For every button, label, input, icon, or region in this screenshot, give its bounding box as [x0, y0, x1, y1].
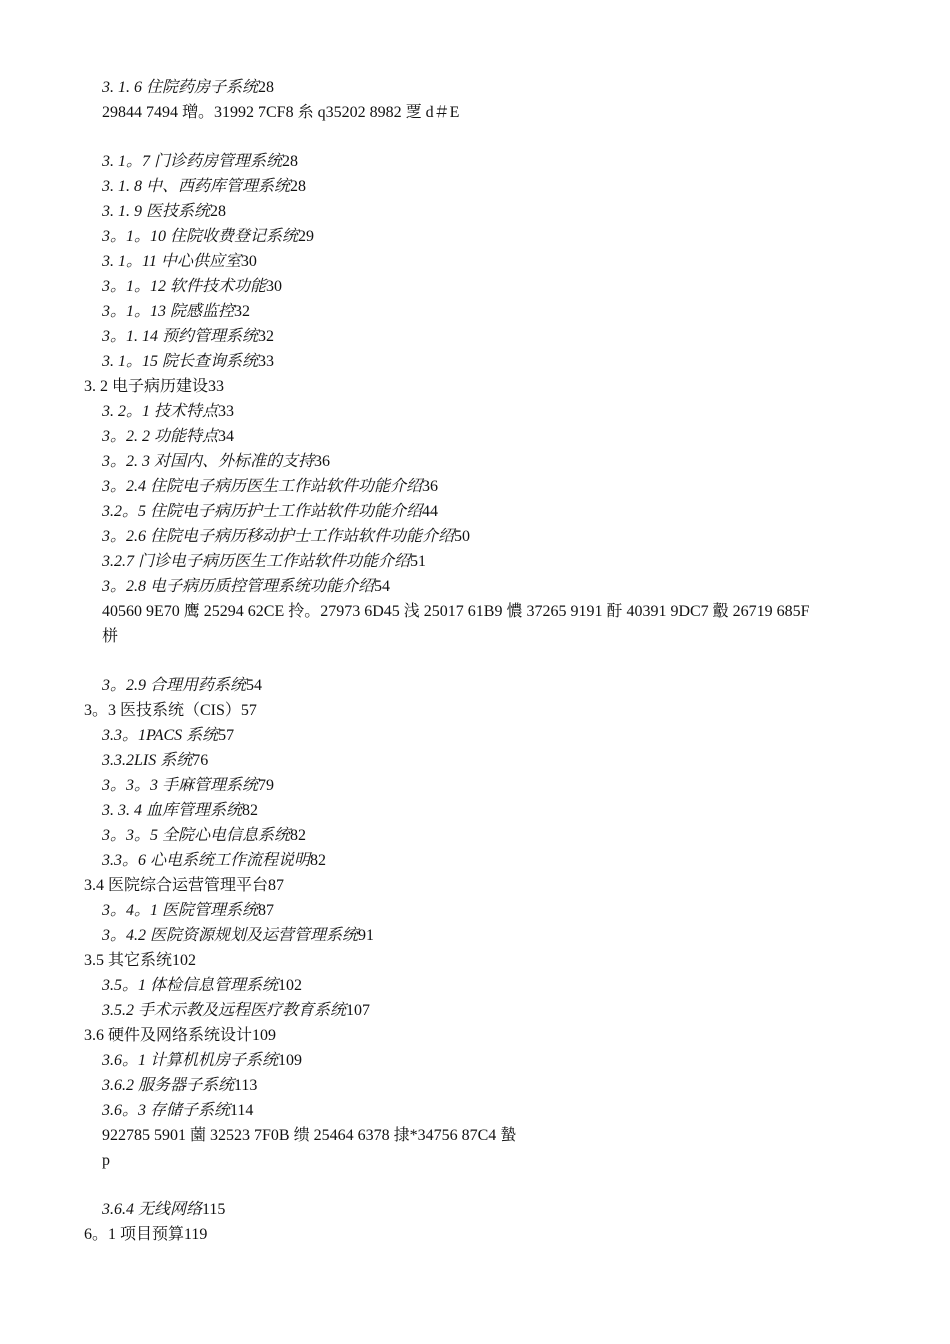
toc-entry: 3。2.9 合理用药系统54 [102, 677, 263, 694]
toc-section-entry: 3。3 医技系统（CIS）57 [84, 702, 257, 719]
toc-entry: 3. 1。11 中心供应室30 [102, 253, 257, 270]
toc-entry: 3。2. 3 对国内、外标准的支持36 [102, 453, 331, 470]
toc-entry: 3. 1。7 门诊药房管理系统28 [102, 153, 299, 170]
toc-entry: 3。2.4 住院电子病历医生工作站软件功能介绍36 [102, 478, 439, 495]
toc-entry: 3. 1. 6 住院药房子系统28 [102, 79, 275, 96]
toc-entry: 3。4.2 医院资源规划及运营管理系统91 [102, 927, 375, 944]
toc-section-entry: 6。1 项目预算119 [84, 1226, 208, 1243]
toc-entry: 3.5。1 体检信息管理系统102 [102, 977, 303, 994]
toc-entry: 3.2。5 住院电子病历护士工作站软件功能介绍44 [102, 503, 439, 520]
toc-entry: 3.5.2 手术示教及远程医疗教育系统107 [102, 1002, 371, 1019]
toc-entry: 3。2.8 电子病历质控管理系统功能介绍54 [102, 578, 391, 595]
garbled-text-line: 922785 5901 薗 32523 7F0B 缋 25464 6378 捸*34756 87C4 蟄 [102, 1127, 517, 1144]
toc-entry: 3. 3. 4 血库管理系统82 [102, 802, 259, 819]
toc-entry: 3。4。1 医院管理系统87 [102, 902, 275, 919]
garbled-text-line: 栟 [102, 628, 119, 645]
toc-section-entry: 3.5 其它系统102 [84, 952, 197, 969]
toc-entry: 3。2.6 住院电子病历移动护士工作站软件功能介绍50 [102, 528, 471, 545]
toc-entry: 3.6.2 服务器子系统113 [102, 1077, 258, 1094]
toc-entry: 3.6.4 无线网络115 [102, 1201, 226, 1218]
toc-entry: 3。1。13 院感监控32 [102, 303, 251, 320]
toc-section-entry: 3.4 医院综合运营管理平台87 [84, 877, 285, 894]
toc-entry: 3. 2。1 技术特点33 [102, 403, 235, 420]
toc-entry: 3.3。1PACS 系统57 [102, 727, 235, 744]
toc-entry: 3。1。12 软件技术功能30 [102, 278, 283, 295]
toc-entry: 3。2. 2 功能特点34 [102, 428, 235, 445]
toc-entry: 3.3.2LIS 系统76 [102, 752, 209, 769]
toc-entry: 3。3。5 全院心电信息系统82 [102, 827, 307, 844]
toc-entry: 3。1. 14 预约管理系统32 [102, 328, 275, 345]
garbled-text-line: p [102, 1152, 110, 1169]
toc-entry: 3。3。3 手麻管理系统79 [102, 777, 275, 794]
toc-entry: 3. 1。15 院长查询系统33 [102, 353, 275, 370]
toc-entry: 3.3。6 心电系统工作流程说明82 [102, 852, 327, 869]
toc-entry: 3. 1. 8 中、西药库管理系统28 [102, 178, 307, 195]
toc-entry: 3.6。3 存储子系统114 [102, 1102, 254, 1119]
garbled-text-line: 40560 9E70 鹰 25294 62CE 拎。27973 6D45 浅 25017 61B9 憹 37265 9191 酑 40391 9DC7 鷇 26719 685F [102, 603, 810, 620]
toc-section-entry: 3. 2 电子病历建设33 [84, 378, 225, 395]
toc-entry: 3.6。1 计算机机房子系统109 [102, 1052, 303, 1069]
toc-entry: 3。1。10 住院收费登记系统29 [102, 228, 315, 245]
toc-entry: 3. 1. 9 医技系统28 [102, 203, 227, 220]
garbled-text-line: 29844 7494 璔。31992 7CF8 糸 q35202 8982 覂 d＃E [102, 104, 460, 121]
toc-entry: 3.2.7 门诊电子病历医生工作站软件功能介绍51 [102, 553, 427, 570]
toc-section-entry: 3.6 硬件及网络系统设计109 [84, 1027, 277, 1044]
